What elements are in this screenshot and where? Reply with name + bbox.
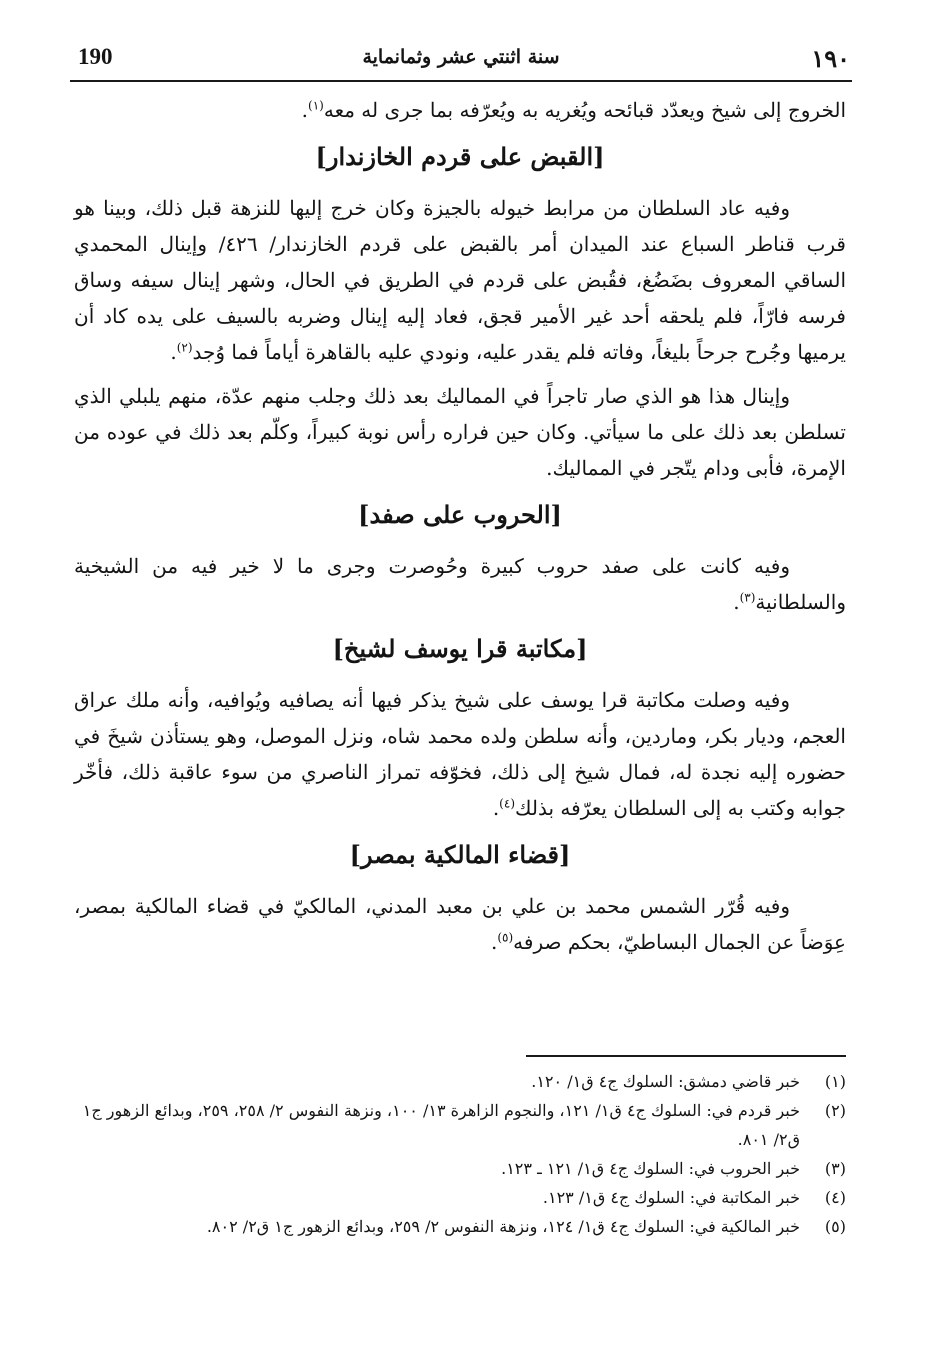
section-heading: [القبض على قردم الخازندار] [315,142,605,171]
footnote-text: خبر المالكية في: السلوك ج٤ ق١/ ١٢٤، ونزهة النفوس ٢/ ٢٥٩، وبدائع الزهور ج١ ق٢/ ٨٠٢. [206,1217,800,1236]
footnote-ref: (٥) [497,930,514,945]
paragraph: وفيه وصلت مكاتبة قرا يوسف على شيخ يذكر فيها أنه يصافيه ويُوافيه، وأنه ملك عراق العجم، وديار بكر، وماردين، وأنه سلطن ولده محمد شاه، ونزل الموصل، وهو يستأذن شيخَ في حضوره إليه نجدة له، فمال شيخ إلى ذلك، فخوّفه تمراز الناصري من سوء عاقبة ذلك، فأخّر جوابه وكتب به إلى السلطان يعرّفه بذلك$^{(٤)}$. [74,688,846,820]
footnote [74,1067,846,1096]
footnote [74,1183,846,1212]
section-heading: [قضاء المالكية بمصر] [349,840,571,869]
page-number-latin: 190 [78,44,113,69]
paragraph: وفيه عاد السلطان من مرابط خيوله بالجيزة وكان خرج إليها للنزهة قبل ذلك، وبينا هو قرب قناطر السباع عند الميدان أمر بالقبض على قردم الخازندار/ ٤٢٦/ وإينال المحمدي الساقي المعروف بضَضُغ، فقُبض على قردم في الطريق في الحال، وشهر إينال سيفه وساق فرسه فارّاً، فلم يلحقه أحد غير الأمير قجق، فعاد إليه إينال وضربه بالسيف على يده كاد أن يرميها وجُرح جرحاً بليغاً، وفاته فلم يقدر عليه، ونودي عليه بالقاهرة أياماً فما وُجد$^{(٢)}$. [74,196,846,364]
footnotes [74,1055,846,1241]
footnote [74,1096,846,1154]
footnote-ref: (٤) [499,796,515,811]
main-text [74,92,846,968]
footnote-text: خبر المكاتبة في: السلوك ج٤ ق١/ ١٢٣. [542,1188,800,1207]
footnote-number: (٣) [824,1159,846,1178]
footnote-ref: (٢) [176,340,193,355]
footnote-number: (٥) [824,1217,846,1236]
footnote-number: (٢) [824,1101,846,1120]
footnote-ref: (١) [308,98,324,113]
paragraph: وفيه قُرّر الشمس محمد بن علي بن معبد المدني، المالكيّ في قضاء المالكية بمصر، عِوَضاً عن الجمال البساطيّ، بحكم صرفه$^{(٥)}$. [74,894,846,954]
page-number-arabic: ١٩٠ [811,44,850,73]
footnote-number: (١) [824,1072,846,1091]
page-header [70,40,852,82]
running-title: سنة اثنتي عشر وثمانماية [362,46,560,68]
footnote-divider [526,1055,846,1057]
section-heading: [الحروب على صفد] [358,500,562,529]
section-heading: [مكاتبة قرا يوسف لشيخ] [332,634,588,663]
footnote-ref: (٣) [739,590,756,605]
paragraph: وإينال هذا هو الذي صار تاجراً في المماليك بعد ذلك وجلب منهم عدّة، منهم يلبلي الذي تسلطن بعد ذلك على ما سيأتي. وكان حين فراره رأس نوبة كبيراً، وكلّم بعد ذلك في عوده من الإمرة، فأبى ودام يتّجر في المماليك. [74,384,846,480]
footnote-number: (٤) [824,1188,846,1207]
footnote-text: خبر قاضي دمشق: السلوك ج٤ ق١/ ١٢٠. [531,1072,800,1091]
footnote-text: خبر قردم في: السلوك ج٤ ق١/ ١٢١، والنجوم الزاهرة ١٣/ ١٠٠، ونزهة النفوس ٢/ ٢٥٨، ٢٥٩، وبدائع الزهور ج١ ق٢/ ٨٠١. [82,1101,800,1149]
paragraph: الخروج إلى شيخ ويعدّد قبائحه ويُغريه به ويُعرّفه بما جرى له معه$^{(١)}$. [301,98,846,122]
footnote-text: خبر الحروب في: السلوك ج٤ ق١/ ١٢١ ـ ١٢٣. [501,1159,800,1178]
paragraph: وفيه كانت على صفد حروب كبيرة وحُوصرت وجرى ما لا خير فيه من الشيخية والسلطانية$^{(٣)}$. [74,554,846,614]
footnote [74,1154,846,1183]
footnote [74,1212,846,1241]
